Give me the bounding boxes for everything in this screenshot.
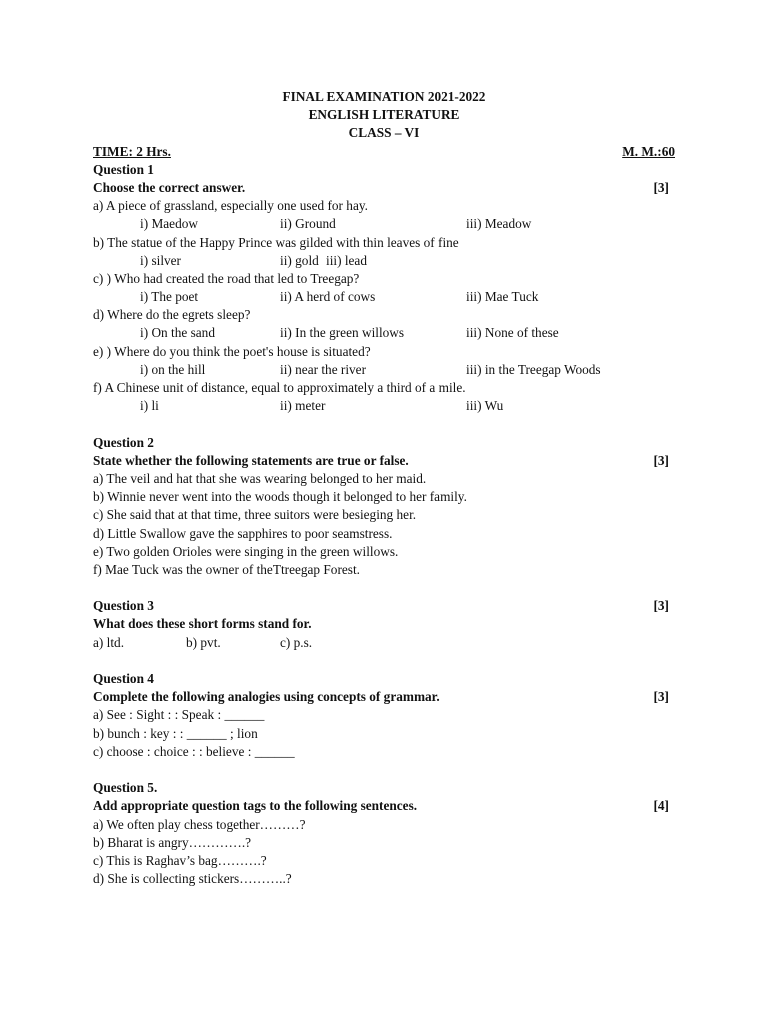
option: i) On the sand [140,325,215,341]
q5-instruction: Add appropriate question tags to the following sentences. [93,798,418,814]
time-label: TIME: 2 Hrs. [93,143,171,159]
q5-title: Question 5. [93,780,158,796]
q1-item-f-options [93,397,675,415]
exam-title: FINAL EXAMINATION 2021-2022 [282,89,486,104]
q3-title: Question 3 [93,598,154,614]
option: ii) meter [280,398,326,414]
q2-item: a) The veil and hat that she was wearing belonged to her maid. [93,470,427,486]
option: c) p.s. [280,634,313,650]
option: i) silver [140,252,181,268]
option: ii) near the river [280,361,367,377]
q2-instruction-row [93,452,675,470]
class-title: CLASS – VI [348,125,420,141]
q1-item-c-options [93,288,675,306]
q1-item-a-options [93,215,675,233]
q1-item-b-options [93,252,675,270]
option: i) Maedow [140,216,198,232]
option: b) pvt. [186,634,221,650]
q1-title: Question 1 [93,161,154,177]
q4-item: b) bunch : key : : ______ ; lion [93,725,258,741]
q4-title: Question 4 [93,671,154,686]
q3-options [93,634,675,652]
q1-item-b: b) The statue of the Happy Prince was gilded with thin leaves of fine [93,234,459,250]
q5-item: c) This is Raghav’s bag……….? [93,852,267,868]
time-marks-row [93,143,675,161]
q5-marks: [4] [653,798,669,814]
option: iii) Meadow [466,216,532,232]
q2-item: c) She said that at that time, three suitors were besieging her. [93,507,417,523]
q4-instruction-row [93,688,675,706]
q2-instruction: State whether the following statements are true or false. [93,452,409,468]
q4-item: c) choose : choice : : believe : ______ [93,743,295,759]
option: i) li [140,398,159,414]
option: iii) in the Treegap Woods [466,361,601,377]
option: ii) A herd of cows [280,289,376,305]
q2-item: b) Winnie never went into the woods though it belonged to her family. [93,489,467,505]
q2-item: e) Two golden Orioles were singing in the green willows. [93,543,399,559]
q5-item: d) She is collecting stickers………..? [93,871,292,887]
option: ii) In the green willows [280,325,405,341]
q5-item: a) We often play chess together………? [93,816,306,832]
q1-marks: [3] [653,179,669,195]
option: iii) Mae Tuck [466,289,539,305]
option: iii) None of these [466,325,559,341]
option: ii) gold [280,252,319,268]
q1-item-c: c) ) Who had created the road that led to Treegap? [93,270,360,286]
q4-item: a) See : Sight : : Speak : ______ [93,707,265,723]
q2-item: d) Little Swallow gave the sapphires to poor seamstress. [93,525,393,541]
q3-instruction: What does these short forms stand for. [93,616,312,632]
q1-item-d-options [93,324,675,342]
option: ii) Ground [280,216,336,232]
option: i) The poet [140,289,199,305]
option: a) ltd. [93,634,125,650]
q2-item: f) Mae Tuck was the owner of theTtreegap Forest. [93,561,360,577]
q1-item-a: a) A piece of grassland, especially one used for hay. [93,198,368,214]
option: iii) lead [326,252,367,268]
option: i) on the hill [140,361,206,377]
q1-item-d: d) Where do the egrets sleep? [93,307,251,323]
q1-instruction-row [93,179,675,197]
q1-instruction: Choose the correct answer. [93,179,246,195]
q1-item-f: f) A Chinese unit of distance, equal to approximately a third of a mile. [93,380,466,395]
q3-title-row [93,597,675,615]
q4-marks: [3] [653,689,669,705]
max-marks-label: M. M.:60 [622,143,675,159]
subject-title: ENGLISH LITERATURE [308,107,460,123]
q2-marks: [3] [653,452,669,468]
q2-title: Question 2 [93,434,154,450]
q4-instruction: Complete the following analogies using concepts of grammar. [93,689,440,705]
option: iii) Wu [466,398,504,414]
q1-item-e: e) ) Where do you think the poet's house is situated? [93,343,371,359]
exam-paper [93,88,675,888]
q5-item: b) Bharat is angry………….? [93,834,252,850]
q5-instruction-row [93,797,675,815]
q1-item-e-options [93,361,675,379]
q3-marks: [3] [653,598,669,614]
